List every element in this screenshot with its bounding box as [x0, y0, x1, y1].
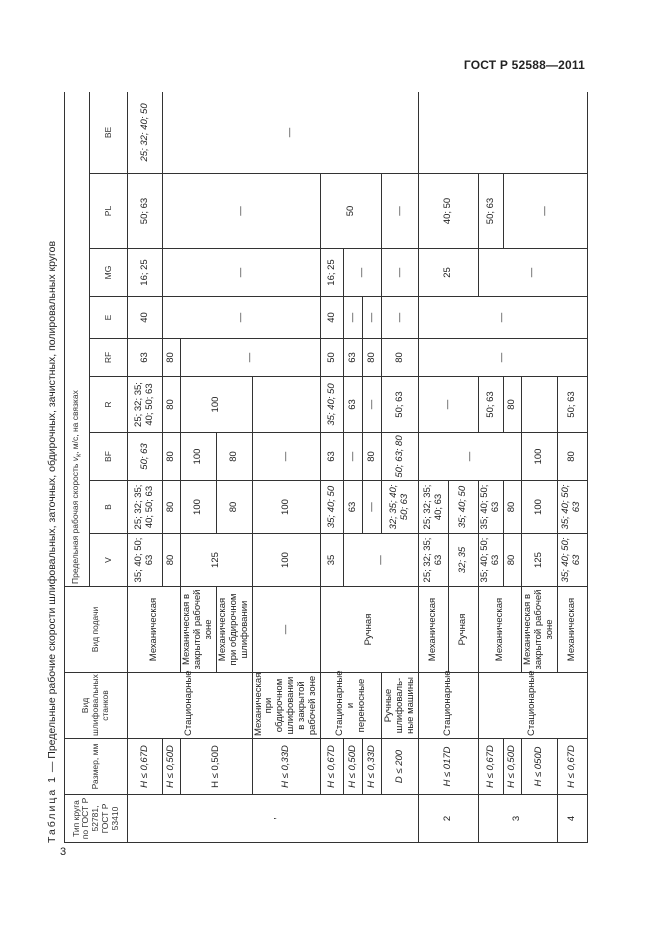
value-cell: 50; 63; 80 — [382, 433, 419, 481]
value-cell: 25 — [419, 249, 479, 297]
value-cell: — — [252, 587, 321, 673]
size-cell: H ≤ 0,50D — [344, 739, 363, 795]
size-cell: H ≤ 0,33D — [363, 739, 382, 795]
header-bond-mg: MG — [90, 249, 128, 297]
size-cell: H ≤ 0,67D — [557, 739, 587, 795]
value-cell: 80 — [216, 433, 252, 481]
value-cell: 35 — [321, 534, 344, 587]
value-cell: 100 — [521, 481, 557, 534]
table-caption-text: — Предельные рабочие скорости шлифовальных, заточных, обдирочных, зачистных, полировальных кругов — [46, 240, 58, 776]
machine-cell: Ручные шлифоваль-ные машины — [382, 673, 419, 739]
value-cell: 25; 32; 35; 40; 50; 63 — [128, 481, 163, 534]
value-cell: — — [344, 249, 382, 297]
value-cell: — — [419, 339, 588, 377]
value-cell: 35; 40; 50 — [321, 377, 344, 433]
value-cell: — — [181, 339, 321, 377]
value-cell: — — [344, 433, 363, 481]
value-cell: — — [382, 249, 419, 297]
size-cell: H ≤ 017D — [419, 739, 479, 795]
size-cell: H ≤ 0,50D — [163, 739, 181, 795]
value-cell: 80 — [557, 433, 587, 481]
feed-cell: Механическая — [128, 587, 181, 673]
machine-cell: Стационарные — [419, 673, 479, 739]
value-cell: 50; 63 — [479, 377, 504, 433]
value-cell: 100 — [521, 433, 557, 481]
value-cell: 63 — [344, 481, 363, 534]
header-bond-bf: BF — [90, 433, 128, 481]
value-cell — [419, 92, 588, 174]
type-cell-4: 4 — [557, 795, 587, 843]
value-cell: 63 — [344, 377, 363, 433]
value-cell: 35; 40; 50; 63 — [128, 534, 163, 587]
value-cell: 35; 40; 50; 63 — [479, 481, 504, 534]
value-cell: — — [419, 297, 588, 339]
value-cell: 80 — [382, 339, 419, 377]
value-cell: 80 — [163, 377, 181, 433]
value-cell: 40 — [321, 297, 344, 339]
value-cell: 40; 50 — [419, 174, 479, 249]
header-bond-be: BE — [90, 92, 128, 174]
feed-cell: Механическая в закрытой рабочей зоне — [181, 587, 217, 673]
value-cell: 16; 25 — [128, 249, 163, 297]
document-number: ГОСТ Р 52588—2011 — [463, 58, 585, 72]
feed-cell: Механическая — [557, 587, 587, 673]
value-cell: — — [163, 297, 321, 339]
header-bond-v: V — [90, 534, 128, 587]
feed-cell: Механическая в закрытой рабочей зоне — [521, 587, 557, 673]
size-cell: H ≤ 0,67D — [128, 739, 163, 795]
value-cell: 63 — [321, 433, 344, 481]
value-cell: — — [163, 249, 321, 297]
machine-cell: Стационарные — [128, 673, 253, 739]
value-cell: — — [419, 433, 522, 481]
size-cell: H ≤ 0,67D — [321, 739, 344, 795]
value-cell: 35; 40; 50 — [449, 481, 479, 534]
header-type: Тип круга по ГОСТ Р 52781, ГОСТ Р 53410 — [65, 795, 128, 843]
value-cell: 50; 63 — [479, 174, 504, 249]
value-cell: 80 — [163, 433, 181, 481]
value-cell: — — [163, 92, 419, 174]
value-cell: 50 — [321, 174, 382, 249]
value-cell: 80 — [503, 377, 521, 433]
header-feed: Вид подачи — [65, 587, 128, 673]
value-cell: — — [382, 174, 419, 249]
value-cell: 80 — [503, 534, 521, 587]
value-cell: — — [363, 297, 382, 339]
type-cell-1 — [128, 795, 419, 843]
rotated-content — [44, 92, 600, 843]
type-cell-3: 3 — [479, 795, 558, 843]
value-cell: 63 — [344, 339, 363, 377]
value-cell: 125 — [181, 534, 253, 587]
value-cell: 100 — [252, 481, 321, 534]
value-cell: 80 — [363, 339, 382, 377]
value-cell: 32; 35; 40; 50; 63 — [382, 481, 419, 534]
header-bond-pl: PL — [90, 174, 128, 249]
value-cell: — — [382, 297, 419, 339]
page-number: 3 — [60, 846, 67, 858]
speed-table — [64, 92, 588, 843]
value-cell: 50; 63 — [128, 433, 163, 481]
value-cell: 100 — [252, 534, 321, 587]
value-cell: 63 — [128, 339, 163, 377]
value-cell: 25; 32; 35; 40; 63 — [419, 481, 449, 534]
value-cell: — — [252, 433, 321, 481]
machine-cell: Стационарные — [479, 673, 588, 739]
header-bond-b: B — [90, 481, 128, 534]
value-cell: 50; 63 — [557, 377, 587, 433]
value-cell: 32; 35 — [449, 534, 479, 587]
feed-cell: Механическая при обдирочном шлифовании в закрытой рабочей зоне — [252, 673, 321, 739]
feed-cell: Механическая — [479, 587, 522, 673]
type-cell-2: 2 — [419, 795, 479, 843]
value-cell: 25; 32; 35; 40; 50; 63 — [128, 377, 163, 433]
size-cell: H ≤ 0,67D — [479, 739, 504, 795]
header-speed-group-text: Предельная рабочая скорость $v_к$, м/с, на связках — [70, 390, 83, 584]
value-cell: 35; 40; 50 — [321, 481, 344, 534]
value-cell: — — [363, 377, 382, 433]
value-cell: — — [163, 174, 321, 249]
stray-mark: , — [266, 817, 278, 820]
size-cell: D ≤ 200 — [382, 739, 419, 795]
value-cell: 35; 40; 50; 63 — [557, 534, 587, 587]
table-caption-label: Таблица 1 — [46, 775, 58, 843]
size-cell: H ≤ 0,50D — [181, 739, 253, 795]
table-caption — [46, 241, 58, 843]
value-cell: 80 — [163, 339, 181, 377]
value-cell: — — [503, 174, 587, 249]
value-cell: 80 — [163, 481, 181, 534]
size-cell: H ≤ 0,33D — [252, 739, 321, 795]
value-cell: — — [419, 377, 479, 433]
value-cell: 25; 32; 35; 63 — [419, 534, 449, 587]
value-cell: 100 — [181, 433, 217, 481]
value-cell: 80 — [216, 481, 252, 534]
header-size: Размер, мм — [65, 739, 128, 795]
feed-cell: Механическая при обдирочном шлифовании — [216, 587, 252, 673]
header-bond-e: E — [90, 297, 128, 339]
feed-cell: Ручная — [449, 587, 479, 673]
value-cell: 25; 32; 40; 50 — [128, 92, 163, 174]
size-cell: H ≤ 050D — [521, 739, 557, 795]
value-cell: — — [344, 534, 419, 587]
size-cell: H ≤ 0,50D — [503, 739, 521, 795]
value-cell: 125 — [521, 534, 557, 587]
value-cell: 80 — [503, 481, 521, 534]
value-cell: 80 — [363, 433, 382, 481]
value-cell: — — [479, 249, 588, 297]
value-cell: 50; 63 — [382, 377, 419, 433]
value-cell: — — [344, 297, 363, 339]
feed-cell: Механическая — [419, 587, 449, 673]
value-cell: 100 — [181, 481, 217, 534]
value-cell: 35; 40; 50; 63 — [557, 481, 587, 534]
rotated-table-area — [44, 92, 600, 843]
value-cell: 50; 63 — [128, 174, 163, 249]
feed-cell: Ручная — [321, 587, 419, 673]
value-cell: 50 — [321, 339, 344, 377]
value-cell: 100 — [181, 377, 253, 433]
header-bond-r: R — [90, 377, 128, 433]
header-machine: Вид шлифовальных станков — [65, 673, 128, 739]
header-bond-rf: RF — [90, 339, 128, 377]
value-cell: 16; 25 — [321, 249, 344, 297]
header-speed-group — [65, 92, 90, 587]
value-cell: 80 — [163, 534, 181, 587]
machine-cell: Стационарные и переносные — [321, 673, 382, 739]
value-cell: 40 — [128, 297, 163, 339]
value-cell: — — [363, 481, 382, 534]
value-cell: 35; 40; 50; 63 — [479, 534, 504, 587]
